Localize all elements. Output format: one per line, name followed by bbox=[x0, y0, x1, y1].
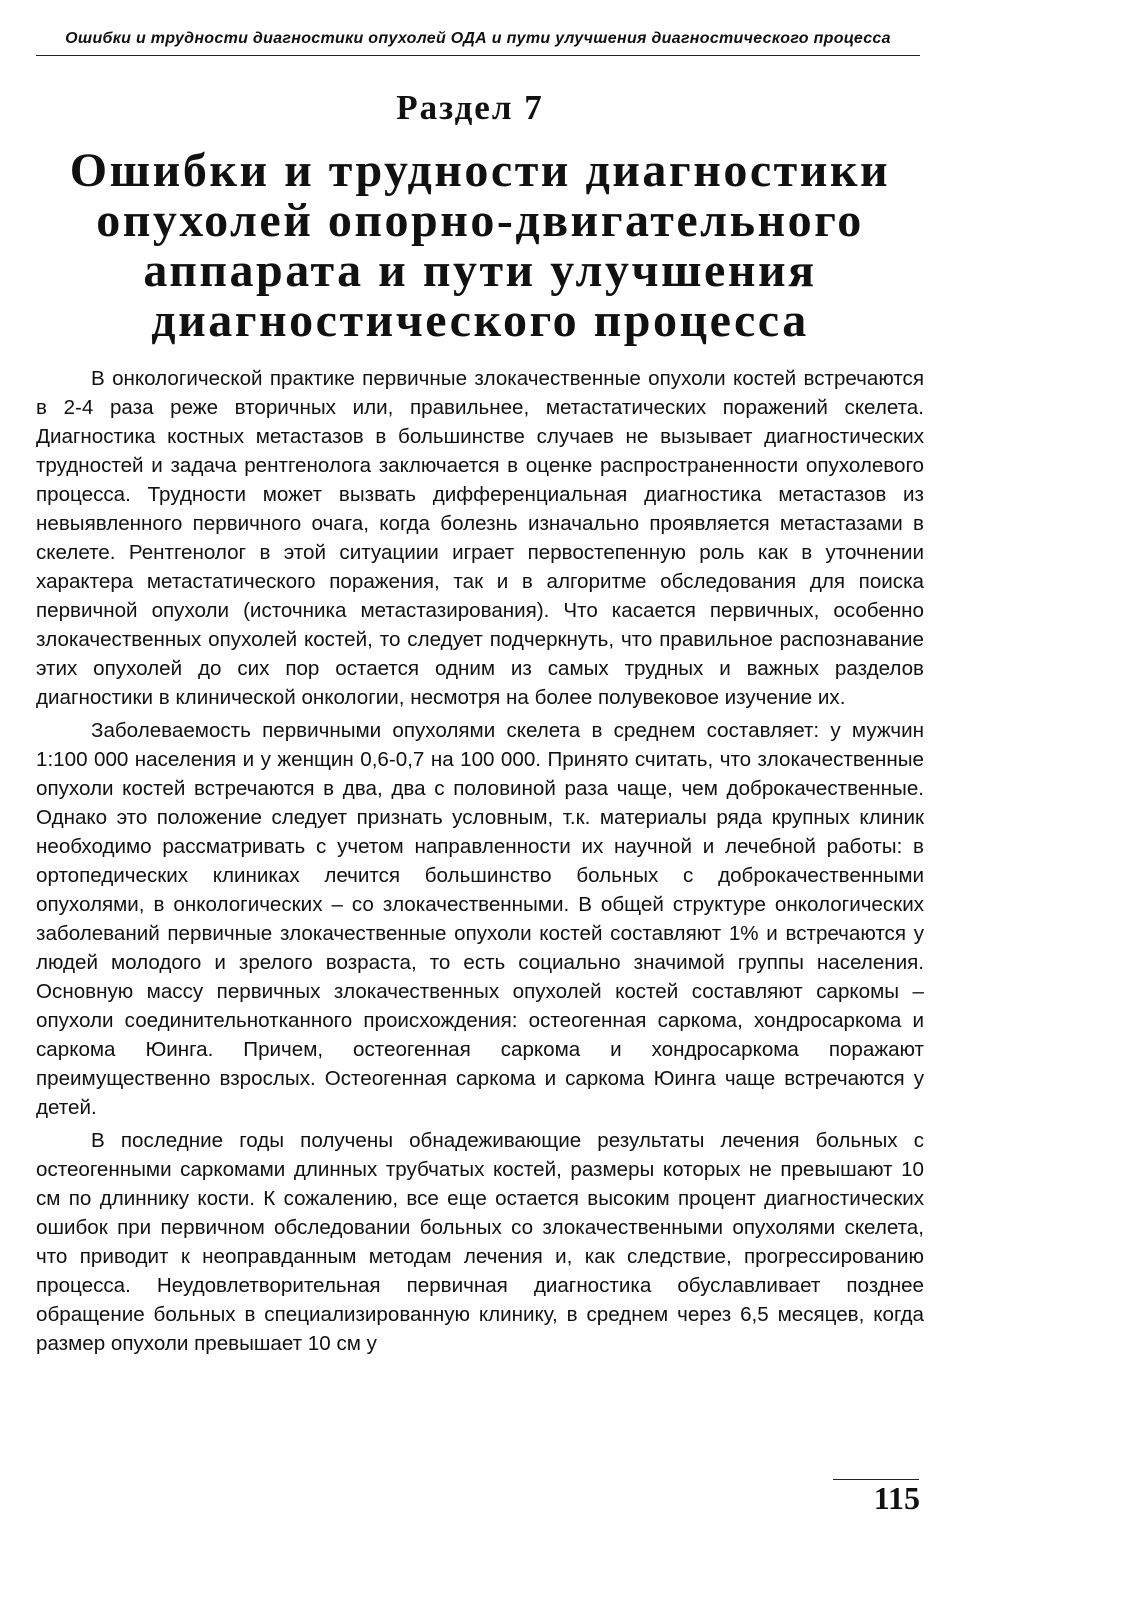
header-rule bbox=[36, 55, 920, 56]
section-label: Раздел 7 bbox=[396, 88, 544, 127]
paragraph: В последние годы получены обнадеживающие результаты лечения больных с остеогенными саркомами длинных трубчатых костей, размеры которых не превышают 10 см по длиннику кости. К сожалению, все еще остается высоким процент диагностических ошибок при первичном обследовании больных со злокачественными опухолями скелета, что приводит к неоправданным методам лечения и, как следствие, прогрессированию процесса. Неудовлетворительная первичная диагностика обуславливает позднее обращение больных в специализированную клинику, в среднем через 6,5 месяцев, когда размер опухоли превышает 10 см у bbox=[36, 1129, 924, 1355]
paragraph: В онкологической практике первичные злокачественные опухоли костей встречаются в 2-4 раза реже вторичных или, правильнее, метастатических поражений скелета. Диагностика костных метастазов в большинстве случаев не вызывает диагностических трудностей и задача рентгенолога заключается в оценке распространенности опухолевого процесса. Трудности может вызвать дифференциальная диагностика метастазов из невыявленного первичного очага, когда болезнь изначально проявляется метастазами в скелете. Рентгенолог в этой ситуациии играет первостепенную роль как в уточнении характера метастатического поражения, так и в алгоритме обследования для поиска первичной опухоли (источника метастазирования). Что касается первичных, особенно злокачественных опухолей костей, то следует подчеркнуть, что правильное распознавание этих опухолей до сих пор остается одним из самых трудных и важных разделов диагностики в клинической онкологии, несмотря на более полувековое изучение их. bbox=[36, 367, 924, 709]
page-number: 115 bbox=[873, 1480, 920, 1516]
running-head: Ошибки и трудности диагностики опухолей ОДА и пути улучшения диагностического процесса bbox=[65, 30, 891, 47]
chapter-title: Ошибки и трудности диагностики опухолей опорно-двигательного аппарата и пути улучшения диагностического процесса bbox=[69, 144, 891, 347]
paragraph: Заболеваемость первичными опухолями скелета в среднем составляет: у мужчин 1:100 000 населения и у женщин 0,6-0,7 на 100 000. Принято считать, что злокачественные опухоли костей встречаются в два, два с половиной раза чаще, чем доброкачественные. Однако это положение следует признать условным, т.к. материалы ряда крупных клиник необходимо рассматривать с учетом направленности их научной и лечебной работы: в ортопедических клиниках лечится большинство больных с доброкачественными опухолями, в онкологических – со злокачественными. В общей структуре онкологических заболеваний первичные злокачественные опухоли костей составляют 1% и встречаются у людей молодого и зрелого возраста, то есть социально значимой группы населения. Основную массу первичных злокачественных опухолей костей составляют саркомы – опухоли соединительнотканного происхождения: остеогенная саркома, хондросаркома и саркома Юинга. Причем, остеогенная саркома и хондросаркома поражают преимущественно взрослых. Остеогенная саркома и саркома Юинга чаще встречаются у детей. bbox=[36, 719, 924, 1119]
body-text bbox=[36, 364, 924, 1358]
